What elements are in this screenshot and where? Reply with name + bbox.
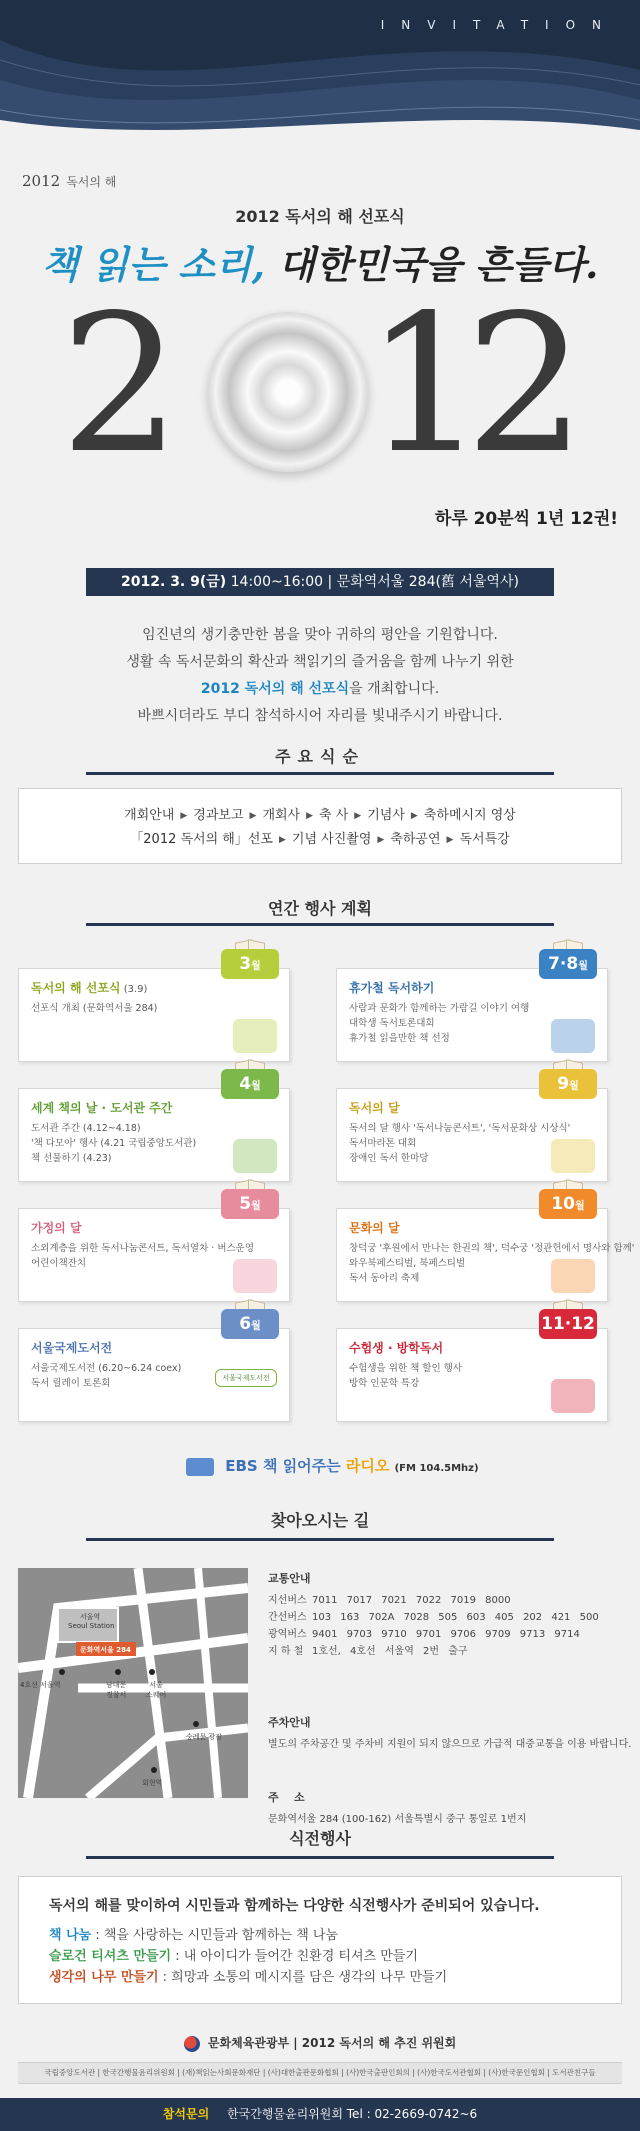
side-events-list: [49, 1925, 591, 1988]
month-number: 3: [239, 954, 252, 974]
event-card: [18, 1074, 290, 1182]
event-detail: '책 다모아' 행사 (4.21 국립중앙도서관): [31, 1138, 197, 1149]
event-card: [336, 954, 608, 1062]
ebs-prefix: EBS: [225, 1457, 258, 1475]
month-unit: 월: [251, 1201, 261, 1212]
side-events-lead: 독서의 해를 맞이하여 시민들과 함께하는 다양한 식전행사가 준비되어 있습니다.: [49, 1898, 540, 1914]
side-events-heading: [86, 1826, 554, 1860]
event-detail: 소외계층을 위한 독서나눔콘서트, 독서열차 · 버스운영: [31, 1243, 255, 1254]
program-item: 기념 사진촬영: [291, 832, 372, 847]
month-tab: [221, 1189, 279, 1219]
event-detail: 선포식 개최 (문화역서울 284): [31, 1003, 158, 1014]
event-illustration: [233, 1139, 277, 1173]
heading-rule: [86, 772, 554, 775]
month-number: 10: [551, 1194, 575, 1214]
paper-roll-icon: [208, 312, 368, 472]
event-detail: 방학 인문학 특강: [349, 1378, 420, 1389]
intro-highlight: 2012 독서의 해 선포식: [200, 681, 350, 697]
program-item: 축하공연: [390, 832, 441, 847]
map-label-station: 서울역 Seoul Station: [68, 1613, 115, 1630]
event-detail: 사람과 문화가 함께하는 가람길 이야기 여행: [349, 1003, 530, 1014]
event-illustration: [551, 1259, 595, 1293]
program-title: 주요식순: [275, 747, 365, 766]
side-event-item: [49, 1967, 591, 1988]
header-banner: [0, 0, 640, 140]
event-title-text: 문화의 달: [349, 1221, 400, 1235]
event-detail: 와우북페스티벌, 북페스티벌: [349, 1258, 466, 1269]
intro-line: [0, 676, 640, 703]
transit-row: [268, 1609, 628, 1626]
heading-rule: [86, 1538, 554, 1541]
event-detail: 독서의 달 행사 '독서나눔콘서트', '독서문화상 시상식': [349, 1123, 571, 1134]
event-date: 2012. 3. 9(금): [121, 574, 227, 590]
event-detail: 창덕궁 '후원에서 만나는 한권의 책', 덕수궁 '정관헌에서 명사와 함께': [349, 1243, 635, 1254]
rsvp-contact: 한국간행물윤리위원회 Tel : 02-2669-0742~6: [227, 2107, 478, 2121]
month-number: 6: [239, 1314, 252, 1334]
transit-routes: 103 163 702A 7028 505 603 405 202 421 500: [312, 1612, 599, 1623]
ministry-text: 문화체육관광부 | 2012 독서의 해 추진 위원회: [207, 2036, 457, 2050]
invitation-label: INVITATION: [380, 18, 618, 32]
event-illustration: [233, 1019, 277, 1053]
event-detail: 수험생을 위한 책 할인 행사: [349, 1363, 463, 1374]
event-date: (3.9): [120, 984, 148, 995]
event-title-text: 독서의 해 선포식: [31, 981, 121, 995]
transit-type: 광역버스: [268, 1629, 307, 1640]
event-title: [349, 979, 595, 996]
event-detail: 독서 릴레이 토론회: [31, 1378, 111, 1389]
month-number: 11·12: [541, 1314, 595, 1334]
map-label-seoul-square: 서울 스퀘어: [146, 1681, 167, 1699]
map-label-hoehyeon: 회현역: [142, 1779, 163, 1787]
address-title: 주 소: [268, 1791, 305, 1804]
event-time-place: 14:00~16:00 | 문화역서울 284(舊 서울역사): [230, 574, 519, 590]
month-tab: [539, 1309, 597, 1362]
parking-title: 주차안내: [268, 1716, 311, 1729]
side-event-name: 책 나눔: [49, 1928, 92, 1943]
tagline: 하루 20분씩 1년 12권!: [434, 509, 618, 529]
month-number: 5: [239, 1194, 252, 1214]
intro-line: 임진년의 생기충만한 봄을 맞아 귀하의 평안을 기원합니다.: [142, 627, 498, 643]
intro-text: [0, 622, 640, 730]
side-event-desc: : 희망과 소통의 메시지를 담은 생각의 나무 만들기: [158, 1970, 448, 1985]
transit-type: 지선버스: [268, 1595, 307, 1606]
event-title: [31, 979, 277, 996]
side-event-desc: : 책을 사랑하는 시민들과 함께하는 책 나눔: [91, 1928, 338, 1943]
directions-title: 찾아오시는 길: [270, 1511, 370, 1530]
program-item: 축 사: [319, 808, 349, 823]
event-detail: 독서 동아리 축제: [349, 1273, 420, 1284]
event-title: [349, 1099, 595, 1116]
brand-year: 2012: [22, 172, 61, 190]
program-item: 개회안내: [124, 808, 175, 823]
month-unit: 월: [563, 1351, 573, 1362]
slogan-rest: 대한민국을 흔들다.: [278, 242, 599, 287]
event-illustration: [233, 1259, 277, 1293]
event-title: [349, 1339, 595, 1356]
event-detail: 독서마라톤 대회: [349, 1138, 417, 1149]
month-unit: 월: [251, 1321, 261, 1332]
address-text: 문화역서울 284 (100-162) 서울특별시 중구 통일로 1번지: [268, 1814, 527, 1825]
event-card: [336, 1314, 608, 1422]
side-event-item: [49, 1946, 591, 1967]
event-detail: 장애인 독서 한마당: [349, 1153, 429, 1164]
program-item: 경과보고: [193, 808, 244, 823]
program-box: [18, 788, 622, 864]
event-detail: 휴가철 읽을만한 책 선정: [349, 1033, 450, 1044]
year-graphic: [50, 274, 590, 495]
brand-text: 독서의 해: [66, 175, 117, 189]
parking-text: 별도의 주차공간 및 주차비 지원이 되지 않으므로 가급적 대중교통을 이용 바랍니다.: [268, 1739, 632, 1750]
month-unit: 월: [569, 1081, 579, 1092]
event-detail: 도서관 주간 (4.12~4.18): [31, 1123, 141, 1134]
date-bar: [86, 568, 554, 596]
event-card: [18, 1314, 290, 1422]
directions-info: [268, 1570, 632, 1828]
month-tab: [221, 949, 279, 979]
arrow-icon: ▶: [306, 811, 314, 821]
month-tab: [539, 1069, 597, 1099]
transit-type: 간선버스: [268, 1612, 307, 1623]
program-item: 「2012 독서의 해」선포: [130, 832, 273, 847]
event-card: [336, 1074, 608, 1182]
month-unit: 월: [251, 1081, 261, 1092]
heading-rule: [86, 923, 554, 926]
event-title: [31, 1099, 277, 1116]
month-unit: 월: [251, 961, 261, 972]
footer-bar: [0, 2098, 640, 2131]
arrow-icon: ▶: [249, 811, 257, 821]
arrow-icon: ▶: [377, 835, 385, 845]
event-title-text: 세계 책의 날 · 도서관 주간: [31, 1101, 173, 1115]
month-tab: [221, 1069, 279, 1099]
map-label-sungnyemun: 숭례문 광장: [186, 1733, 223, 1741]
event-title: [31, 1219, 277, 1236]
ministry-line: [0, 2034, 640, 2052]
month-tab: [539, 949, 597, 979]
transit-row: [268, 1643, 628, 1660]
event-detail: 책 선물하기 (4.23): [31, 1153, 112, 1164]
month-number: 7·8: [548, 954, 579, 974]
month-number: 9: [557, 1074, 570, 1094]
ministry-logo-icon: [184, 2036, 200, 2052]
program-item: 축하메시지 영상: [423, 808, 516, 823]
map-label-line4: 4호선 서울역: [20, 1681, 61, 1689]
slogan-blue: 책 읽는 소리,: [41, 242, 265, 287]
side-events-box: [18, 1876, 622, 2004]
arrow-icon: ▶: [180, 811, 188, 821]
event-subtitle: 2012 독서의 해 선포식: [235, 207, 405, 226]
event-title: [349, 1219, 595, 1236]
transit-routes: 7011 7017 7021 7022 7019 8000: [312, 1595, 511, 1606]
transit-row: [268, 1626, 628, 1643]
side-event-desc: : 내 아이디가 들어간 친환경 티셔츠 만들기: [171, 1949, 418, 1964]
transit-type: 지 하 철: [268, 1646, 304, 1657]
directions-heading: [86, 1508, 554, 1542]
program-item: 독서특강: [459, 832, 510, 847]
month-number: 4: [239, 1074, 252, 1094]
ebs-middle: 읽어주는: [282, 1457, 341, 1475]
organizations-bar: 국립중앙도서관 | 한국간행물윤리위원회 | (재)책읽는사회문화재단 | (사)대한출판문화협회 | (사)한국출판인회의 | (사)한국도서관협회 | (사)한국문인협회 | 도서관친구들: [18, 2062, 622, 2084]
book-fair-sign: 서울국제도서전: [215, 1369, 277, 1387]
event-illustration: [551, 1019, 595, 1053]
event-detail: 서울국제도서전 (6.20~6.24 coex): [31, 1363, 182, 1374]
transit-list: [268, 1592, 628, 1660]
event-title-text: 서울국제도서전: [31, 1341, 113, 1355]
ebs-frequency: (FM 104.5Mhz): [394, 1463, 479, 1474]
ebs-book: 책: [262, 1457, 278, 1475]
arrow-icon: ▶: [354, 811, 362, 821]
event-card: [18, 954, 290, 1062]
heading-rule: [86, 1856, 554, 1859]
event-title-text: 수험생 · 방학독서: [349, 1341, 444, 1355]
annual-heading: [86, 896, 554, 928]
year-digit-1: 1: [365, 274, 486, 495]
arrow-icon: ▶: [278, 835, 286, 845]
transit-row: [268, 1592, 628, 1609]
rsvp-label: 참석문의: [162, 2107, 210, 2121]
program-heading: [86, 744, 554, 774]
month-tab: [221, 1309, 279, 1339]
month-unit: 월: [575, 1201, 585, 1212]
location-map[interactable]: [18, 1568, 248, 1798]
event-card: [18, 1194, 290, 1302]
event-detail: 어린이책잔치: [31, 1258, 87, 1269]
event-title-text: 휴가철 독서하기: [349, 981, 435, 995]
ebs-radio: 라디오: [345, 1457, 390, 1475]
arrow-icon: ▶: [410, 811, 418, 821]
event-detail: 대학생 독서토론대회: [349, 1018, 435, 1029]
transit-routes: 1호선, 4호선 서울역 2번 출구: [312, 1646, 468, 1657]
program-row-1: [19, 804, 621, 828]
side-event-item: [49, 1925, 591, 1946]
brand-logo: [22, 172, 116, 190]
intro-line: 생활 속 독서문화의 확산과 책읽기의 즐거움을 함께 나누기 위한: [126, 654, 514, 670]
intro-closing: 바쁘시더라도 부디 참석하시어 자리를 빛내주시기 바랍니다.: [137, 708, 503, 724]
intro-highlight-tail: 을 개최합니다.: [349, 681, 440, 697]
program-item: 개회사: [262, 808, 301, 823]
event-title: [31, 1339, 277, 1356]
month-tab: [539, 1189, 597, 1219]
event-illustration: [551, 1379, 595, 1413]
year-digit-2b: 2: [465, 274, 586, 495]
side-event-name: 생각의 나무 만들기: [49, 1970, 159, 1985]
event-card: [336, 1194, 635, 1302]
program-row-2: [19, 828, 621, 852]
arrow-icon: ▶: [446, 835, 454, 845]
ebs-radio-banner: [186, 1455, 479, 1476]
radio-icon: [186, 1458, 214, 1476]
side-event-name: 슬로건 티셔츠 만들기: [49, 1949, 172, 1964]
event-illustration: [551, 1139, 595, 1173]
program-item: 기념사: [367, 808, 405, 823]
month-unit: 월: [578, 961, 588, 972]
event-title-text: 독서의 달: [349, 1101, 400, 1115]
transit-title: 교통안내: [268, 1572, 311, 1585]
map-label-namdaemun: 남대문 경찰서: [106, 1681, 127, 1699]
annual-title: 연간 행사 계획: [268, 899, 372, 918]
event-title-text: 가정의 달: [31, 1221, 82, 1235]
map-label-venue: 문화역서울 284: [80, 1646, 131, 1654]
year-digit-2: 2: [60, 274, 181, 495]
transit-routes: 9401 9703 9710 9701 9706 9709 9713 9714: [312, 1629, 580, 1640]
side-events-title: 식전행사: [289, 1829, 351, 1848]
